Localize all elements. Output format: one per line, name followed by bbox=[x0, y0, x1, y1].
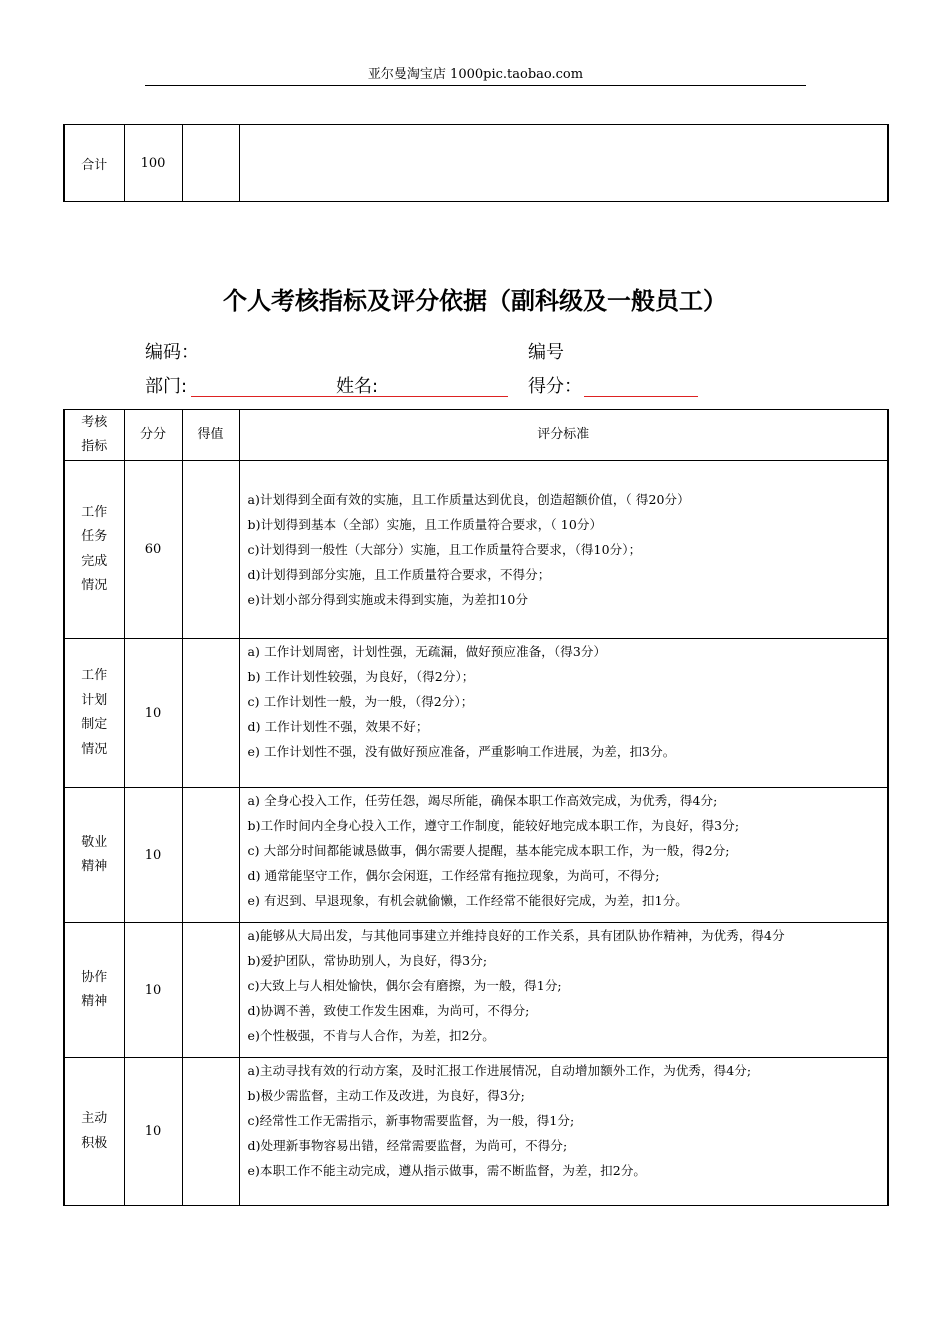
indicator-cell bbox=[64, 461, 124, 639]
criteria-line: d) 通常能坚守工作，偶尔会闲逛，工作经常有拖拉现象，为尚可，不得分; bbox=[247, 868, 660, 883]
criteria-line: d)协调不善，致使工作发生困难，为尚可，不得分; bbox=[247, 1003, 530, 1018]
criteria-line: c) 大部分时间都能诚恳做事，偶尔需要人提醒，基本能完成本职工作，为一般，得2分; bbox=[247, 843, 730, 858]
header-criteria: 评分标准 bbox=[239, 410, 888, 461]
score-label: 得分： bbox=[528, 376, 582, 397]
table-row bbox=[64, 639, 888, 788]
indicator-line: 精神 bbox=[81, 994, 108, 1009]
department-label: 部门: bbox=[145, 376, 188, 397]
header-divider bbox=[145, 85, 806, 86]
total-criteria-cell bbox=[239, 125, 888, 202]
header-indicator-line: 指标 bbox=[81, 439, 108, 454]
name-label: 姓名: bbox=[336, 376, 379, 397]
value-cell[interactable] bbox=[182, 639, 239, 788]
value-cell[interactable] bbox=[182, 1058, 239, 1206]
indicator-line: 工作 bbox=[81, 668, 108, 683]
criteria-line: c)计划得到一般性（大部分）实施，且工作质量符合要求，（得10分）； bbox=[247, 542, 642, 557]
criteria-line: a)主动寻找有效的行动方案，及时汇报工作进展情况，自动增加额外工作，为优秀，得4分; bbox=[247, 1063, 752, 1078]
criteria-line: e)个性极强，不肯与人合作，为差，扣2分。 bbox=[247, 1028, 495, 1043]
score-cell: 10 bbox=[124, 639, 182, 788]
criteria-cell bbox=[239, 1058, 888, 1206]
criteria-line: b)爱护团队，常协助别人，为良好，得3分; bbox=[247, 953, 488, 968]
table-row bbox=[64, 788, 888, 923]
indicator-line: 情况 bbox=[81, 741, 108, 757]
indicator-line: 情况 bbox=[81, 578, 108, 593]
indicator-line: 协作 bbox=[81, 969, 108, 985]
criteria-line: d)处理新事物容易出错，经常需要监督，为尚可，不得分; bbox=[247, 1138, 568, 1153]
value-cell[interactable] bbox=[182, 923, 239, 1058]
indicator-line: 任务 bbox=[81, 529, 108, 544]
criteria-line: e) 工作计划性不强，没有做好预应准备，严重影响工作进展，为差，扣3分。 bbox=[247, 744, 676, 759]
evaluation-table bbox=[63, 409, 889, 1206]
score-cell: 10 bbox=[124, 1058, 182, 1206]
total-row bbox=[64, 125, 888, 202]
criteria-cell bbox=[239, 461, 888, 639]
page-header: 亚尔曼淘宝店 1000pic.taobao.com bbox=[367, 67, 584, 82]
criteria-line: a) 工作计划周密，计划性强，无疏漏，做好预应准备，（得3分） bbox=[247, 644, 607, 659]
criteria-line: c)经常性工作无需指示，新事物需要监督，为一般，得1分; bbox=[247, 1113, 575, 1128]
total-value-cell[interactable] bbox=[182, 125, 239, 202]
criteria-line: b)计划得到基本（全部）实施，且工作质量符合要求，（ 10分） bbox=[247, 517, 603, 532]
criteria-line: c)大致上与人相处愉快，偶尔会有磨擦，为一般，得1分; bbox=[247, 978, 562, 993]
indicator-cell bbox=[64, 788, 124, 923]
criteria-line: b)极少需监督，主动工作及改进，为良好，得3分; bbox=[247, 1088, 525, 1103]
header-value: 得值 bbox=[182, 410, 239, 461]
criteria-line: e) 有迟到、早退现象，有机会就偷懒，工作经常不能很好完成，为差，扣1分。 bbox=[247, 893, 688, 908]
criteria-cell bbox=[239, 788, 888, 923]
indicator-line: 敬业 bbox=[81, 834, 108, 850]
indicator-cell bbox=[64, 923, 124, 1058]
indicator-line: 精神 bbox=[81, 859, 108, 874]
value-cell[interactable] bbox=[182, 461, 239, 639]
code-label: 编码： bbox=[145, 342, 199, 363]
indicator-line: 制定 bbox=[81, 717, 108, 732]
value-cell[interactable] bbox=[182, 788, 239, 923]
table-header-row bbox=[64, 410, 888, 461]
table-row bbox=[64, 1058, 888, 1206]
score-cell: 60 bbox=[124, 461, 182, 639]
indicator-line: 工作 bbox=[81, 504, 108, 520]
score-fill-line[interactable] bbox=[584, 396, 698, 397]
criteria-line: b)工作时间内全身心投入工作，遵守工作制度，能较好地完成本职工作，为良好，得3分; bbox=[247, 818, 740, 833]
table-row bbox=[64, 923, 888, 1058]
page-title: 个人考核指标及评分依据（副科级及一般员工） bbox=[223, 287, 727, 315]
indicator-line: 完成 bbox=[81, 553, 108, 569]
criteria-line: d)计划得到部分实施，且工作质量符合要求，不得分； bbox=[247, 567, 551, 582]
criteria-cell bbox=[239, 923, 888, 1058]
indicator-cell bbox=[64, 639, 124, 788]
header-indicator bbox=[64, 410, 124, 461]
total-score: 100 bbox=[124, 125, 182, 202]
total-table bbox=[63, 124, 889, 202]
criteria-line: a)能够从大局出发，与其他同事建立并维持良好的工作关系，具有团队协作精神，为优秀，得4分 bbox=[247, 928, 785, 943]
criteria-line: e)计划小部分得到实施或未得到实施，为差扣10分 bbox=[247, 592, 529, 607]
criteria-cell bbox=[239, 639, 888, 788]
header-indicator-line: 考核 bbox=[81, 415, 108, 430]
indicator-cell bbox=[64, 1058, 124, 1206]
indicator-line: 主动 bbox=[81, 1111, 108, 1126]
criteria-line: e)本职工作不能主动完成，遵从指示做事，需不断监督，为差，扣2分。 bbox=[247, 1163, 647, 1178]
criteria-line: c) 工作计划性一般，为一般，（得2分）； bbox=[247, 694, 474, 709]
department-name-fill-line[interactable] bbox=[191, 396, 508, 397]
score-cell: 10 bbox=[124, 788, 182, 923]
number-label: 编号 bbox=[528, 342, 564, 363]
criteria-line: b) 工作计划性较强，为良好，（得2分）； bbox=[247, 669, 475, 684]
criteria-line: a)计划得到全面有效的实施，且工作质量达到优良，创造超额价值，（ 得20分） bbox=[247, 492, 690, 507]
criteria-line: a) 全身心投入工作，任劳任怨，竭尽所能，确保本职工作高效完成，为优秀，得4分; bbox=[247, 793, 718, 808]
table-row bbox=[64, 461, 888, 639]
score-cell: 10 bbox=[124, 923, 182, 1058]
total-label: 合计 bbox=[64, 125, 124, 202]
criteria-line: d) 工作计划性不强，效果不好； bbox=[247, 719, 429, 734]
indicator-line: 计划 bbox=[81, 692, 108, 708]
header-score: 分分 bbox=[124, 410, 182, 461]
indicator-line: 积极 bbox=[81, 1135, 108, 1151]
